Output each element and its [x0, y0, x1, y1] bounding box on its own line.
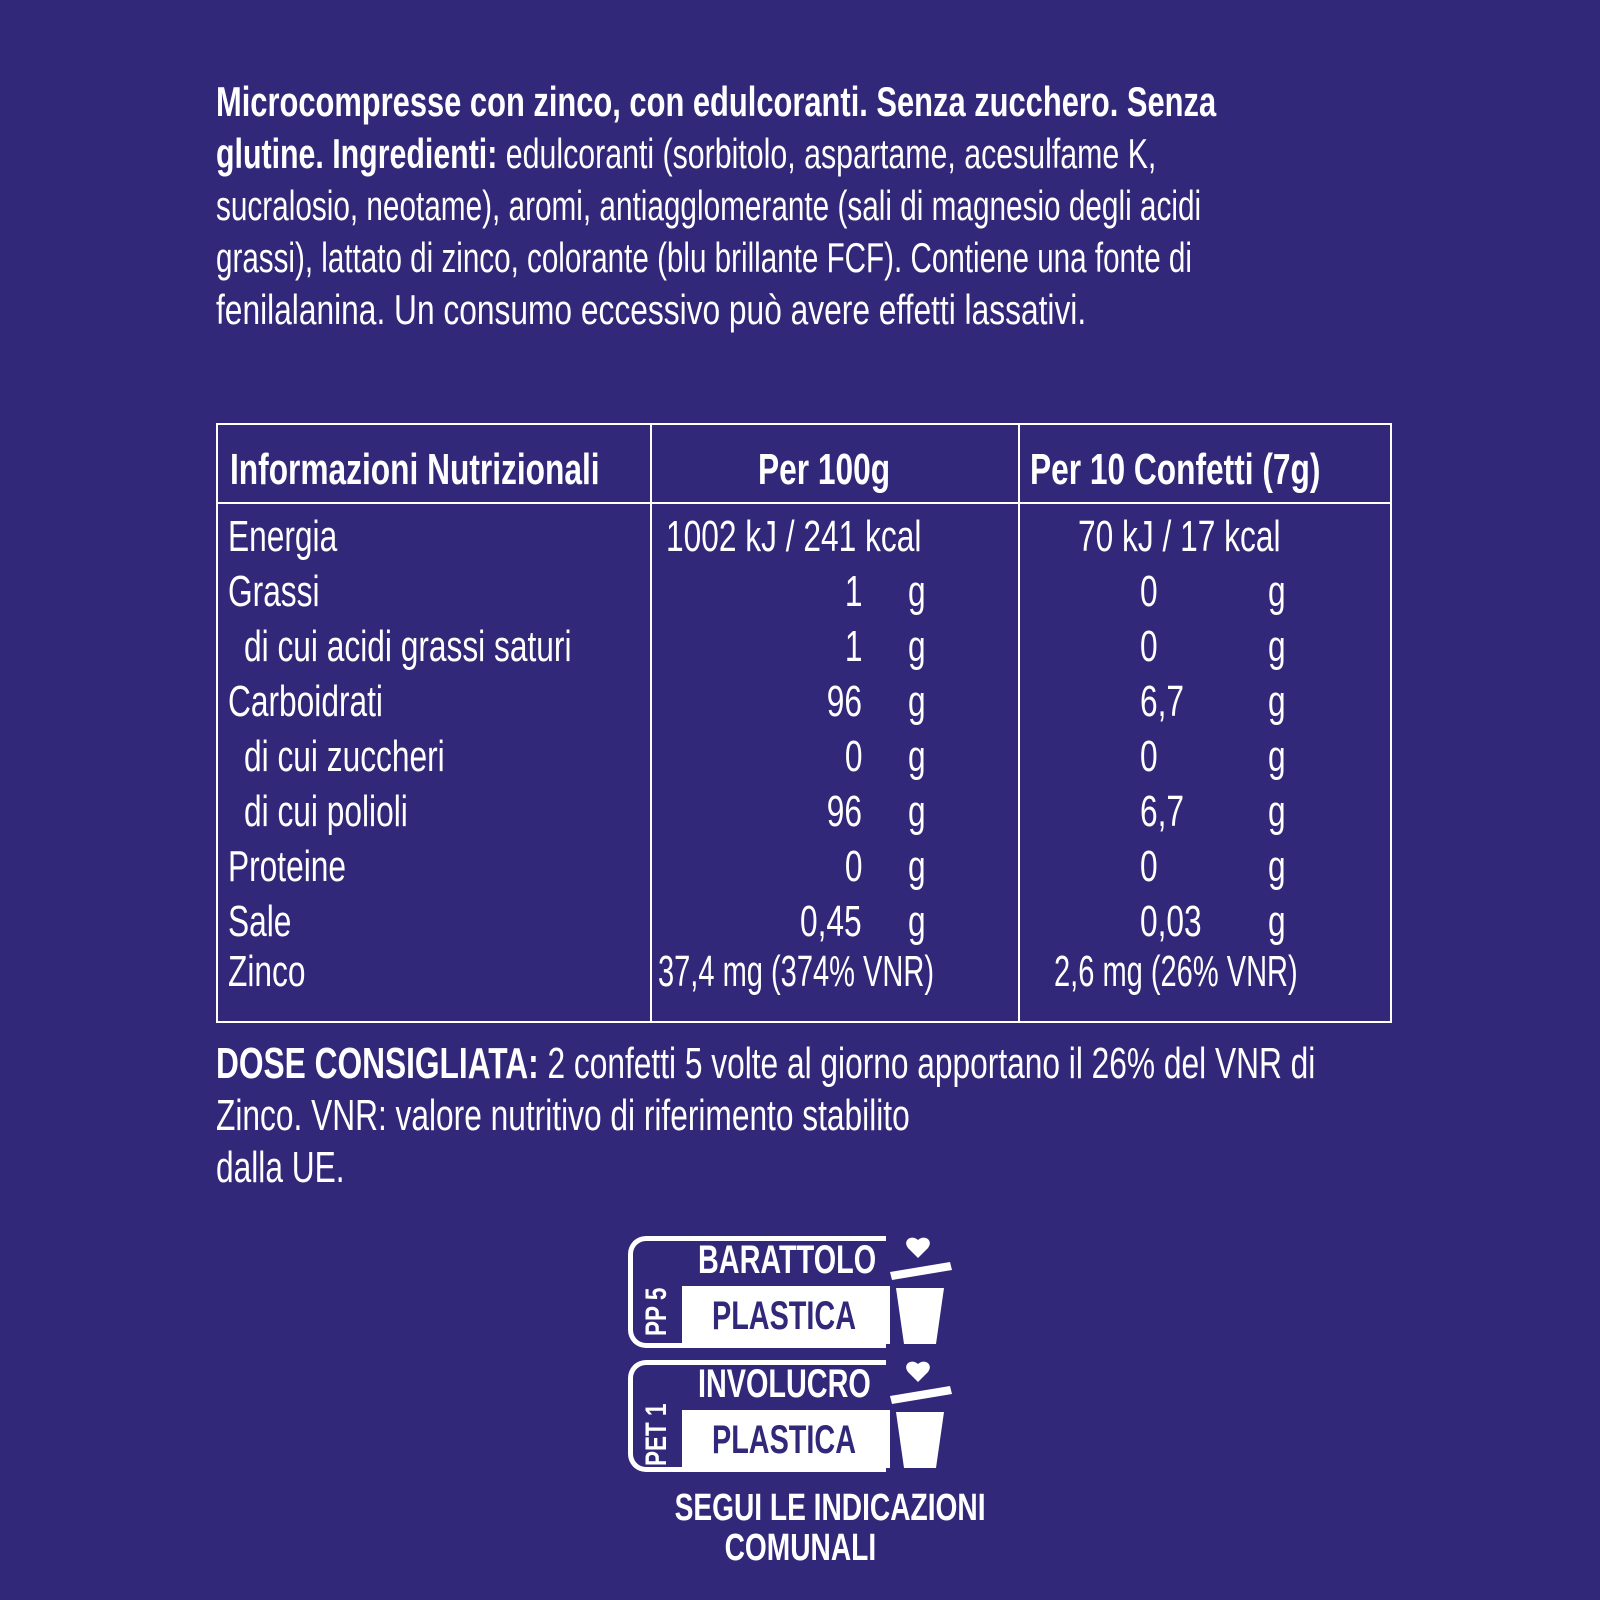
value-per-10: 0 [1140, 622, 1158, 671]
table-row [218, 894, 1390, 949]
recycle-bin-icon [882, 1236, 962, 1346]
row-label: di cui zuccheri [244, 732, 445, 781]
ingredients-paragraph [216, 76, 1392, 336]
unit-per-100g: g [908, 677, 926, 726]
ingredients-line [216, 128, 1157, 180]
unit-per-100g: g [908, 622, 926, 671]
row-label: Grassi [228, 567, 320, 616]
value-per-100g: 96 [826, 677, 862, 726]
unit-per-100g: g [908, 567, 926, 616]
table-row [218, 619, 1390, 674]
row-label: Energia [228, 512, 338, 561]
ingredients-line [216, 180, 1202, 232]
dose-text: 2 confetti 5 volte al giorno apportano il 26% del VNR di [538, 1039, 1316, 1088]
recycling-footer-line: SEGUI LE INDICAZIONI [674, 1487, 986, 1529]
unit-per-100g: g [908, 732, 926, 781]
value-per-10: 0 [1140, 567, 1158, 616]
recycle-bin-icon [882, 1360, 962, 1470]
dose-line: Zinco. VNR: valore nutritivo di riferimento stabilito [216, 1091, 910, 1140]
unit-per-100g: g [908, 787, 926, 836]
dose-line: dalla UE. [216, 1143, 345, 1192]
value-per-10: 0 [1140, 732, 1158, 781]
value-per-100g: 1 [844, 567, 862, 616]
value-per-100g: 96 [826, 787, 862, 836]
row-label: Sale [228, 897, 292, 946]
recycling-footer-line: COMUNALI [724, 1527, 876, 1569]
dose-paragraph [216, 1038, 1416, 1194]
unit-per-10: g [1268, 677, 1286, 726]
energy-per-10: 70 kJ / 17 kcal [1078, 512, 1281, 561]
value-per-10: 0,03 [1140, 897, 1202, 946]
table-row [218, 564, 1390, 619]
unit-per-10: g [1268, 842, 1286, 891]
ingredients-line [216, 76, 1217, 128]
material-code: PP 5 [640, 1287, 673, 1336]
row-label: Proteine [228, 842, 347, 891]
zinc-per-10: 2,6 mg (26% VNR) [1054, 947, 1298, 996]
unit-per-10: g [1268, 732, 1286, 781]
header-per-10-confetti: Per 10 Confetti (7g) [1030, 445, 1321, 494]
value-per-100g: 0 [844, 732, 862, 781]
value-per-10: 6,7 [1140, 787, 1185, 836]
unit-per-10: g [1268, 787, 1286, 836]
value-per-100g: 0 [844, 842, 862, 891]
dose-label: DOSE CONSIGLIATA: [216, 1039, 539, 1088]
unit-per-10: g [1268, 622, 1286, 671]
table-row [218, 674, 1390, 729]
table-row [218, 729, 1390, 784]
recycling-title: BARATTOLO [698, 1238, 877, 1282]
nutrition-table [216, 423, 1392, 1023]
row-label: di cui polioli [244, 787, 408, 836]
ingredients-label: glutine. Ingredienti: [216, 130, 498, 177]
recycling-material: PLASTICA [712, 1418, 856, 1462]
recycling-footer [620, 1487, 986, 1569]
ingredients-line [216, 284, 1104, 336]
header-per-100g: Per 100g [758, 445, 891, 494]
recycling-info [620, 1236, 986, 1576]
ingredients-line-text: fenilalanina. Un consumo eccessivo può avere effetti lassativi. [216, 286, 1087, 333]
unit-per-100g: g [908, 897, 926, 946]
table-row [218, 784, 1390, 839]
energy-per-100g: 1002 kJ / 241 kcal [666, 512, 922, 561]
table-row-energia [218, 509, 1390, 564]
row-label: Zinco [228, 947, 306, 996]
table-header-divider [218, 502, 1390, 504]
recycling-material: PLASTICA [712, 1294, 856, 1338]
ingredients-line-text: edulcoranti (sorbitolo, aspartame, acesulfame K, [497, 130, 1157, 177]
ingredients-line-text: sucralosio, neotame), aromi, antiagglomerante (sali di magnesio degli acidi [216, 182, 1202, 229]
value-per-10: 0 [1140, 842, 1158, 891]
unit-per-100g: g [908, 842, 926, 891]
ingredients-line-text: grassi), lattato di zinco, colorante (blu brillante FCF). Contiene una fonte di [216, 234, 1192, 281]
zinc-per-100g: 37,4 mg (374% VNR) [658, 947, 934, 996]
table-row-zinco [218, 944, 1390, 999]
ingredients-line-bold: Microcompresse con zinco, con edulcoranti. Senza zucchero. Senza [216, 78, 1217, 125]
dose-line [216, 1038, 1316, 1090]
row-label: di cui acidi grassi saturi [244, 622, 572, 671]
recycling-title: INVOLUCRO [698, 1362, 871, 1406]
header-nutrition-info: Informazioni Nutrizionali [230, 445, 600, 494]
unit-per-10: g [1268, 897, 1286, 946]
table-row [218, 839, 1390, 894]
value-per-100g: 1 [844, 622, 862, 671]
unit-per-10: g [1268, 567, 1286, 616]
row-label: Carboidrati [228, 677, 383, 726]
value-per-100g: 0,45 [800, 897, 862, 946]
value-per-10: 6,7 [1140, 677, 1185, 726]
material-code: PET 1 [640, 1403, 673, 1466]
ingredients-line [216, 232, 1192, 284]
